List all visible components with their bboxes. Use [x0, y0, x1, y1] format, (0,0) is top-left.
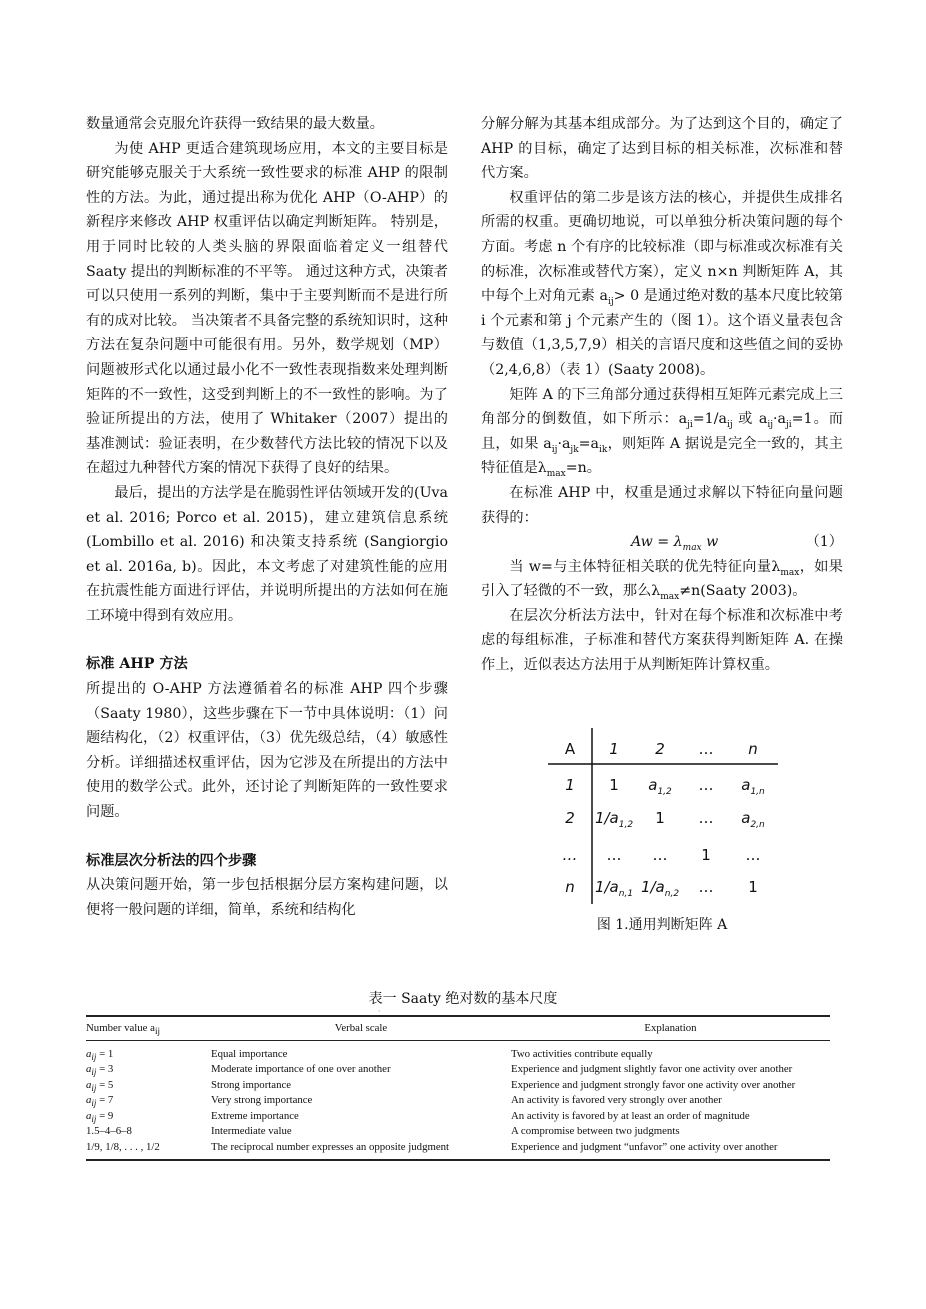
matrix-cell: 1	[701, 846, 711, 864]
table-cell: Extreme importance	[211, 1109, 299, 1122]
column-header: Verbal scale	[211, 1016, 511, 1040]
matrix-cell: …	[698, 776, 714, 794]
equation-number: （1）	[805, 534, 843, 551]
table-row	[86, 1040, 830, 1062]
section-heading: 标准 AHP 方法	[86, 656, 188, 673]
matrix-cell: $a_{1,2}$	[648, 776, 672, 797]
table-cell: Experience and judgment slightly favor one activity over another	[511, 1063, 793, 1075]
paragraph: 在标准 AHP 中，权重是通过求解以下特征向量问题获得的：	[481, 484, 843, 526]
left-column	[86, 112, 448, 922]
paragraph: 矩阵 A 的下三角部分通过获得相互矩阵元素完成上三角部分的倒数值，如下所示：$a_{ji}=1/a_{ij}$ 或 $a_{ij}\cdot a_{ji}=1$。而且，如果 $a_{ij}\cdot a_{jk}=a_{ik}$，则矩阵 A 据说是完全一致的，其主特征值是$\lambda_{max}=n$。	[481, 386, 843, 480]
table-mark: ·	[378, 1007, 381, 1016]
table-cell: $a_{ij} = 9$	[86, 1109, 114, 1124]
section-heading: 标准层次分析法的四个步骤	[86, 852, 257, 869]
matrix-cell: $1/a_{n,2}$	[640, 878, 680, 899]
table-cell: Experience and judgment strongly favor one activity over another	[511, 1078, 796, 1091]
matrix-cell: 1	[565, 776, 575, 794]
matrix-cell: …	[606, 846, 622, 864]
matrix-cell: 2	[655, 740, 665, 758]
table-cell: $a_{ij} = 1$	[86, 1047, 114, 1062]
matrix-cell: 1	[609, 740, 619, 758]
matrix-cell: n	[565, 878, 575, 896]
column-header: Explanation	[511, 1016, 830, 1040]
paragraph: 数量通常会克服允许获得一致结果的最大数量。	[86, 116, 384, 132]
table-cell: Two activities contribute equally	[511, 1047, 653, 1060]
table-row	[86, 1124, 830, 1140]
right-column	[481, 112, 843, 678]
matrix-cell: $1/a_{1,2}$	[594, 809, 634, 830]
matrix-cell: …	[698, 740, 714, 758]
matrix-cell: …	[698, 809, 714, 827]
matrix-cell: 1	[655, 809, 665, 827]
matrix-cell: $1/a_{n,1}$	[594, 878, 634, 899]
table-caption: 表一 Saaty 绝对数的基本尺度	[368, 991, 558, 1007]
matrix-cell: 2	[565, 809, 575, 827]
table-row	[86, 1140, 830, 1161]
column-header: Number value $a_{ij}$	[86, 1016, 211, 1040]
table-row	[86, 1109, 830, 1125]
paragraph: 权重评估的第二步是该方法的核心，并提供生成排名所需的权重。更确切地说，可以单独分析决策问题的每个方面。考虑 n 个有序的比较标准（即与标准或次标准有关的标准，次标准或替代方案），定义 n×n 判断矩阵 A，其中每个上对角元素 $a_{ij}> 0$ 是通过绝对数的基本尺度比较第 i 个元素和第 j 个元素产生的（图 1）。这个语义量表包含与数值（1,3,5,7,9）相关的言语尺度和这些值之间的妥协（2,4,6,8）（表 1）(Saaty 2008)。	[481, 189, 843, 378]
table-cell: The reciprocal number expresses an opposite judgment	[211, 1140, 511, 1161]
paragraph: 最后，提出的方法学是在脆弱性评估领域开发的(Uva et al. 2016; Porco et al. 2015)，建立建筑信息系统 (Lombillo et al. 2016) 和决策支持系统 (Sangiorgio et al. 2016a, b)。因此，本文考虑了对建筑性能的应用在抗震性能方面进行评估，并说明所提出的方法如何在施工环境中得到有效应用。	[86, 484, 448, 624]
table-cell: Intermediate value	[211, 1125, 292, 1137]
table-cell: An activity is favored by at least an order of magnitude	[511, 1109, 750, 1122]
matrix-cell: $a_{1,n}$	[741, 776, 765, 797]
table-cell: Experience and judgment “unfavor” one activity over another	[511, 1140, 830, 1161]
table-row	[86, 1078, 830, 1094]
table-cell: $a_{ij} = 7$	[86, 1094, 114, 1109]
matrix-cell: …	[745, 846, 761, 864]
figure-caption: 图 1.通用判断矩阵 A	[596, 917, 728, 933]
equation-formula: $Aw = \lambda_{max}$ w	[631, 534, 719, 553]
matrix-cell: n	[748, 740, 758, 758]
paragraph: 当 w=与主体特征相关联的优先特征向量$\lambda_{max}$，如果引入了轻微的不一致，那么$\lambda_{max}\ne n(Saaty$ 2003)。	[481, 558, 843, 603]
table-cell: Strong importance	[211, 1078, 292, 1091]
matrix-cell: 1	[748, 878, 758, 896]
matrix-cell: …	[698, 878, 714, 896]
paragraph: 为使 AHP 更适合建筑现场应用，本文的主要目标是研究能够克服关于大系统一致性要求的标准 AHP 的限制性的方法。为此，通过提出称为优化 AHP（O-AHP）的新程序来修改 AHP 权重评估以确定判断矩阵。 特别是，用于同时比较的人类头脑的界限面临着定义一组替代 Saaty 提出的判断标准的不平等。 通过这种方式，决策者可以只使用一系列的判断，集中于主要判断而不是进行所有的成对比较。 当决策者不具备完整的系统知识时，这种方法在复杂问题中可能很有用。另外，数学规划（MP）问题被形式化以通过最小化不一致性表现指数来处理判断矩阵的不一致性，这受到判断上的不一致性的影响。为了验证所提出的方法，使用了 Whitaker（2007）提出的基准测试：验证表明，在少数替代方法比较的情况下以及在超过九种替代方案的情况下获得了良好的结果。	[86, 140, 448, 477]
paragraph: 分解分解为其基本组成部分。为了达到这个目的，确定了 AHP 的目标，确定了达到目标的相关标准，次标准和替代方案。	[481, 116, 843, 182]
judgment-matrix-figure	[548, 728, 788, 904]
paragraph: 从决策问题开始，第一步包括根据分层方案构建问题，以便将一般问题的详细，简单，系统和结构化	[86, 877, 448, 918]
matrix-cell: $a_{2,n}$	[741, 809, 765, 830]
table-row	[86, 1062, 830, 1078]
table-cell: 1.5–4–6–8	[86, 1125, 132, 1137]
table-cell: $a_{ij} = 3$	[86, 1063, 114, 1078]
table-cell: Moderate importance of one over another	[211, 1063, 391, 1075]
paragraph: 所提出的 O-AHP 方法遵循着名的标准 AHP 四个步骤（Saaty 1980），这些步骤在下一节中具体说明：（1）问题结构化，（2）权重评估，（3）优先级总结，（4）敏感性分析。详细描述权重评估，因为它涉及在所提出的方法中使用的数学公式。此外，还讨论了判断矩阵的一致性要求问题。	[86, 681, 448, 821]
table-cell: A compromise between two judgments	[511, 1125, 680, 1137]
table-cell: $a_{ij} = 5$	[86, 1078, 114, 1093]
table-cell: 1/9, 1/8, . . . , 1/2	[86, 1140, 211, 1161]
saaty-scale-table	[86, 1015, 830, 1161]
matrix-cell: A	[564, 740, 576, 758]
matrix-cell: …	[652, 846, 668, 864]
matrix-cell: 1	[609, 776, 619, 794]
table-row	[86, 1093, 830, 1109]
paragraph: 在层次分析法方法中，针对在每个标准和次标准中考虑的每组标准，子标准和替代方案获得判断矩阵 A. 在操作上，近似表达方法用于从判断矩阵计算权重。	[481, 607, 843, 674]
equation	[481, 530, 843, 555]
matrix-cell: …	[562, 846, 578, 864]
table-cell: An activity is favored very strongly over another	[511, 1094, 722, 1106]
table-cell: Very strong importance	[211, 1094, 313, 1106]
table-cell: Equal importance	[211, 1047, 288, 1060]
